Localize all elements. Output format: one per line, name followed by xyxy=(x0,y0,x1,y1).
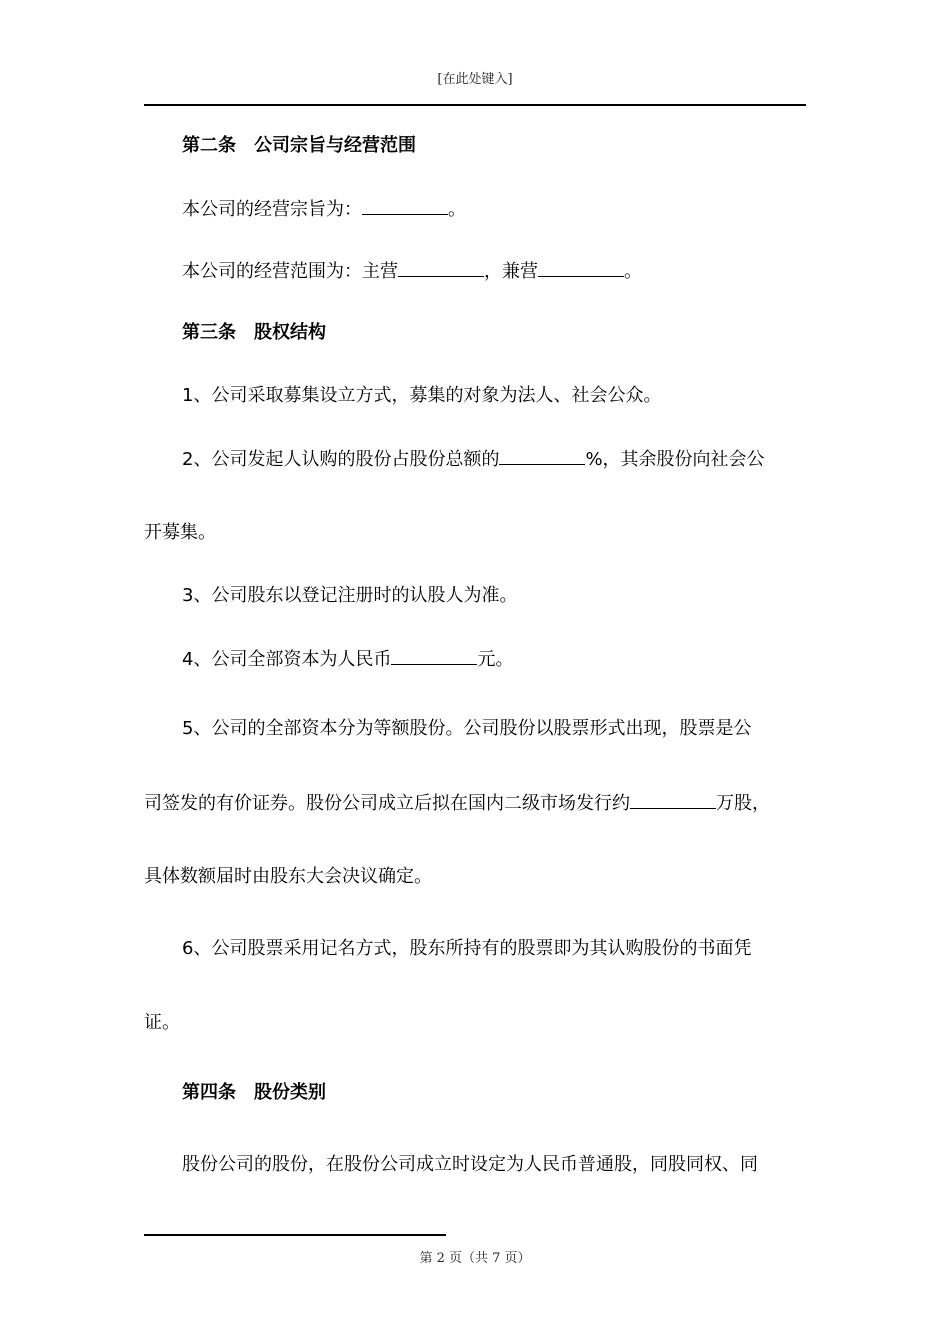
item-5-line-2-prefix: 司签发的有价证券。股份公司成立后拟在国内二级市场发行约 xyxy=(144,793,630,814)
article-3-item-1: 1、公司采取募集设立方式，募集的对象为法人、社会公众。 xyxy=(182,385,662,406)
main-business-blank xyxy=(398,258,484,277)
footnote-divider xyxy=(144,1234,446,1236)
page-footer: 第 2 页（共 7 页） xyxy=(419,1251,531,1266)
item-4-prefix: 4、公司全部资本为人民币 xyxy=(182,649,392,670)
side-business-blank xyxy=(538,258,624,277)
article-3-item-5-line-1: 5、公司的全部资本分为等额股份。公司股份以股票形式出现，股票是公 xyxy=(182,718,752,739)
article-3-heading: 第三条 股权结构 xyxy=(182,322,326,343)
item-5-line-2-suffix: 万股， xyxy=(716,793,770,814)
scope-prefix: 本公司的经营范围为：主营 xyxy=(182,261,398,282)
article-3-item-6-line-2: 证。 xyxy=(144,1012,180,1033)
item-2-prefix: 2、公司发起人认购的股份占股份总额的 xyxy=(182,449,500,470)
article-3-item-2 xyxy=(144,446,806,473)
article-3-item-2-continuation: 开募集。 xyxy=(144,522,216,543)
shares-blank xyxy=(630,790,716,809)
article-3-item-6-line-1: 6、公司股票采用记名方式，股东所持有的股票即为其认购股份的书面凭 xyxy=(182,938,752,959)
item-4-suffix: 元。 xyxy=(477,649,514,670)
scope-middle: ，兼营 xyxy=(484,261,538,282)
article-3-item-5-line-2 xyxy=(144,790,806,817)
article-3-item-4 xyxy=(144,646,806,673)
purpose-suffix: 。 xyxy=(448,199,466,220)
scope-line xyxy=(144,258,806,285)
article-3-item-5-line-3: 具体数额届时由股东大会决议确定。 xyxy=(144,866,432,887)
item-2-suffix: %，其余股份向社会公 xyxy=(585,449,765,470)
purpose-prefix: 本公司的经营宗旨为： xyxy=(182,199,362,220)
article-2-heading: 第二条 公司宗旨与经营范围 xyxy=(182,135,416,156)
article-3-item-3: 3、公司股东以登记注册时的认股人为准。 xyxy=(182,585,518,606)
percentage-blank xyxy=(499,446,585,465)
scope-suffix: 。 xyxy=(624,261,642,282)
article-4-body-line-1: 股份公司的股份，在股份公司成立时设定为人民币普通股，同股同权、同 xyxy=(182,1154,758,1175)
purpose-line xyxy=(144,196,806,223)
purpose-blank xyxy=(362,196,448,215)
capital-blank xyxy=(391,646,477,665)
header-divider xyxy=(144,104,806,106)
page-header: [在此处键入] xyxy=(437,72,513,87)
article-4-heading: 第四条 股份类别 xyxy=(182,1082,326,1103)
